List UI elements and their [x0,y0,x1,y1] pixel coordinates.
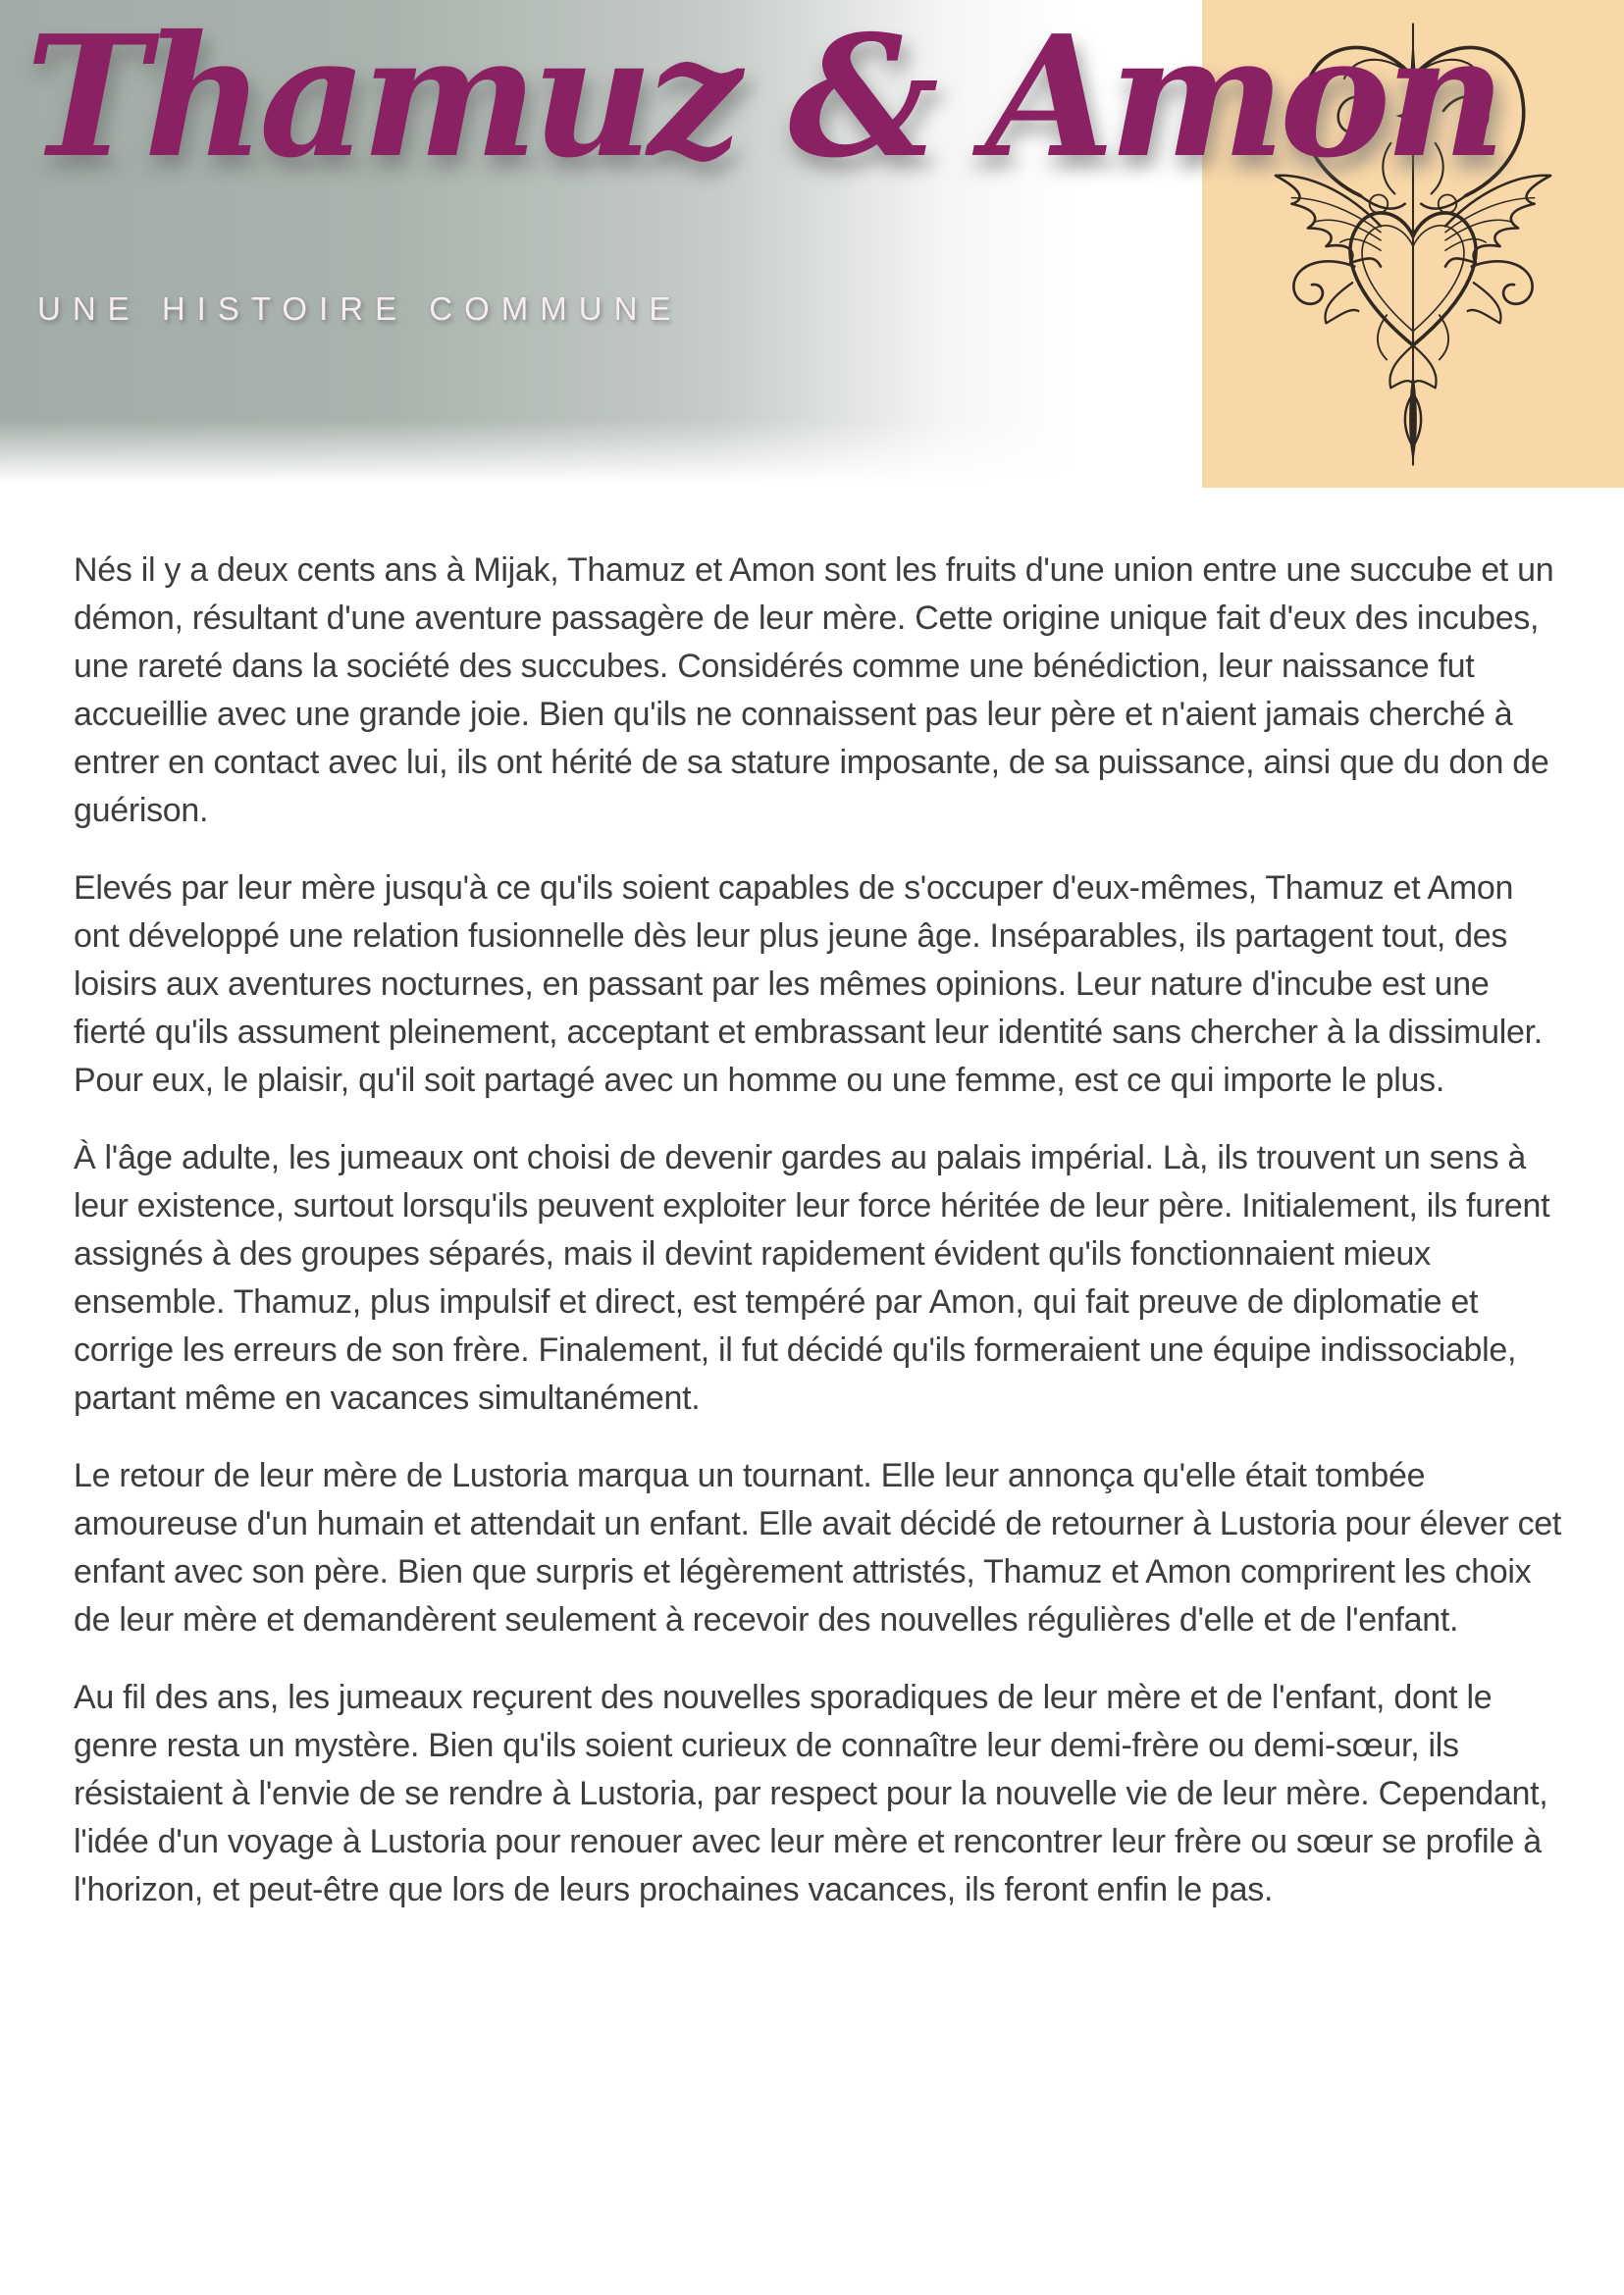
story-paragraph: Elevés par leur mère jusqu'à ce qu'ils soient capables de s'occuper d'eux-mêmes, Thamuz et Amon ont développé une relation fusionnelle dès leur plus jeune âge. Inséparables, ils partagent tout, des loisirs aux aventures nocturnes, en passant par les mêmes opinions. Leur nature d'incube est une fierté qu'ils assument pleinement, acceptant et embrassant leur identité sans chercher à la dissimuler. Pour eux, le plaisir, qu'il soit partagé avec un homme ou une femme, est ce qui importe le plus. [74,869,1543,1099]
story-paragraph: À l'âge adulte, les jumeaux ont choisi de devenir gardes au palais impérial. Là, ils trouvent un sens à leur existence, surtout lorsqu'ils peuvent exploiter leur force héritée de leur père. Initialement, ils furent assignés à des groupes séparés, mais il devint rapidement évident qu'ils fonctionnaient mieux ensemble. Thamuz, plus impulsif et direct, est tempéré par Amon, qui fait preuve de diplomatie et corrige les erreurs de son frère. Finalement, il fut décidé qu'ils formeraient une équipe indissociable, partant même en vacances simultanément. [74,1139,1550,1417]
story-article [0,488,1624,1914]
page-title: Thamuz & Amon [26,0,1500,195]
page-header [0,0,1624,488]
page-subtitle: UNE HISTOIRE COMMUNE [37,290,683,327]
story-paragraph: Nés il y a deux cents ans à Mijak, Thamuz et Amon sont les fruits d'une union entre une succube et un démon, résultant d'une aventure passagère de leur mère. Cette origine unique fait d'eux des incubes, une rareté dans la société des succubes. Considérés comme une bénédiction, leur naissance fut accueillie avec une grande joie. Bien qu'ils ne connaissent pas leur père et n'aient jamais cherché à entrer en contact avec lui, ils ont hérité de sa stature imposante, de sa puissance, ainsi que du don de guérison. [74,551,1554,829]
story-paragraph: Au fil des ans, les jumeaux reçurent des nouvelles sporadiques de leur mère et de l'enfant, dont le genre resta un mystère. Bien qu'ils soient curieux de connaître leur demi-frère ou demi-sœur, ils résistaient à l'envie de se rendre à Lustoria, par respect pour la nouvelle vie de leur mère. Cependant, l'idée d'un voyage à Lustoria pour renouer avec leur mère et rencontrer leur frère ou sœur se profile à l'horizon, et peut-être que lors de leurs prochaines vacances, ils feront enfin le pas. [74,1679,1548,1908]
story-paragraph: Le retour de leur mère de Lustoria marqua un tournant. Elle leur annonça qu'elle était tombée amoureuse d'un humain et attendait un enfant. Elle avait décidé de retourner à Lustoria pour élever cet enfant avec son père. Bien que surpris et légèrement attristés, Thamuz et Amon comprirent les choix de leur mère et demandèrent seulement à recevoir des nouvelles régulières d'elle et de l'enfant. [74,1457,1562,1639]
